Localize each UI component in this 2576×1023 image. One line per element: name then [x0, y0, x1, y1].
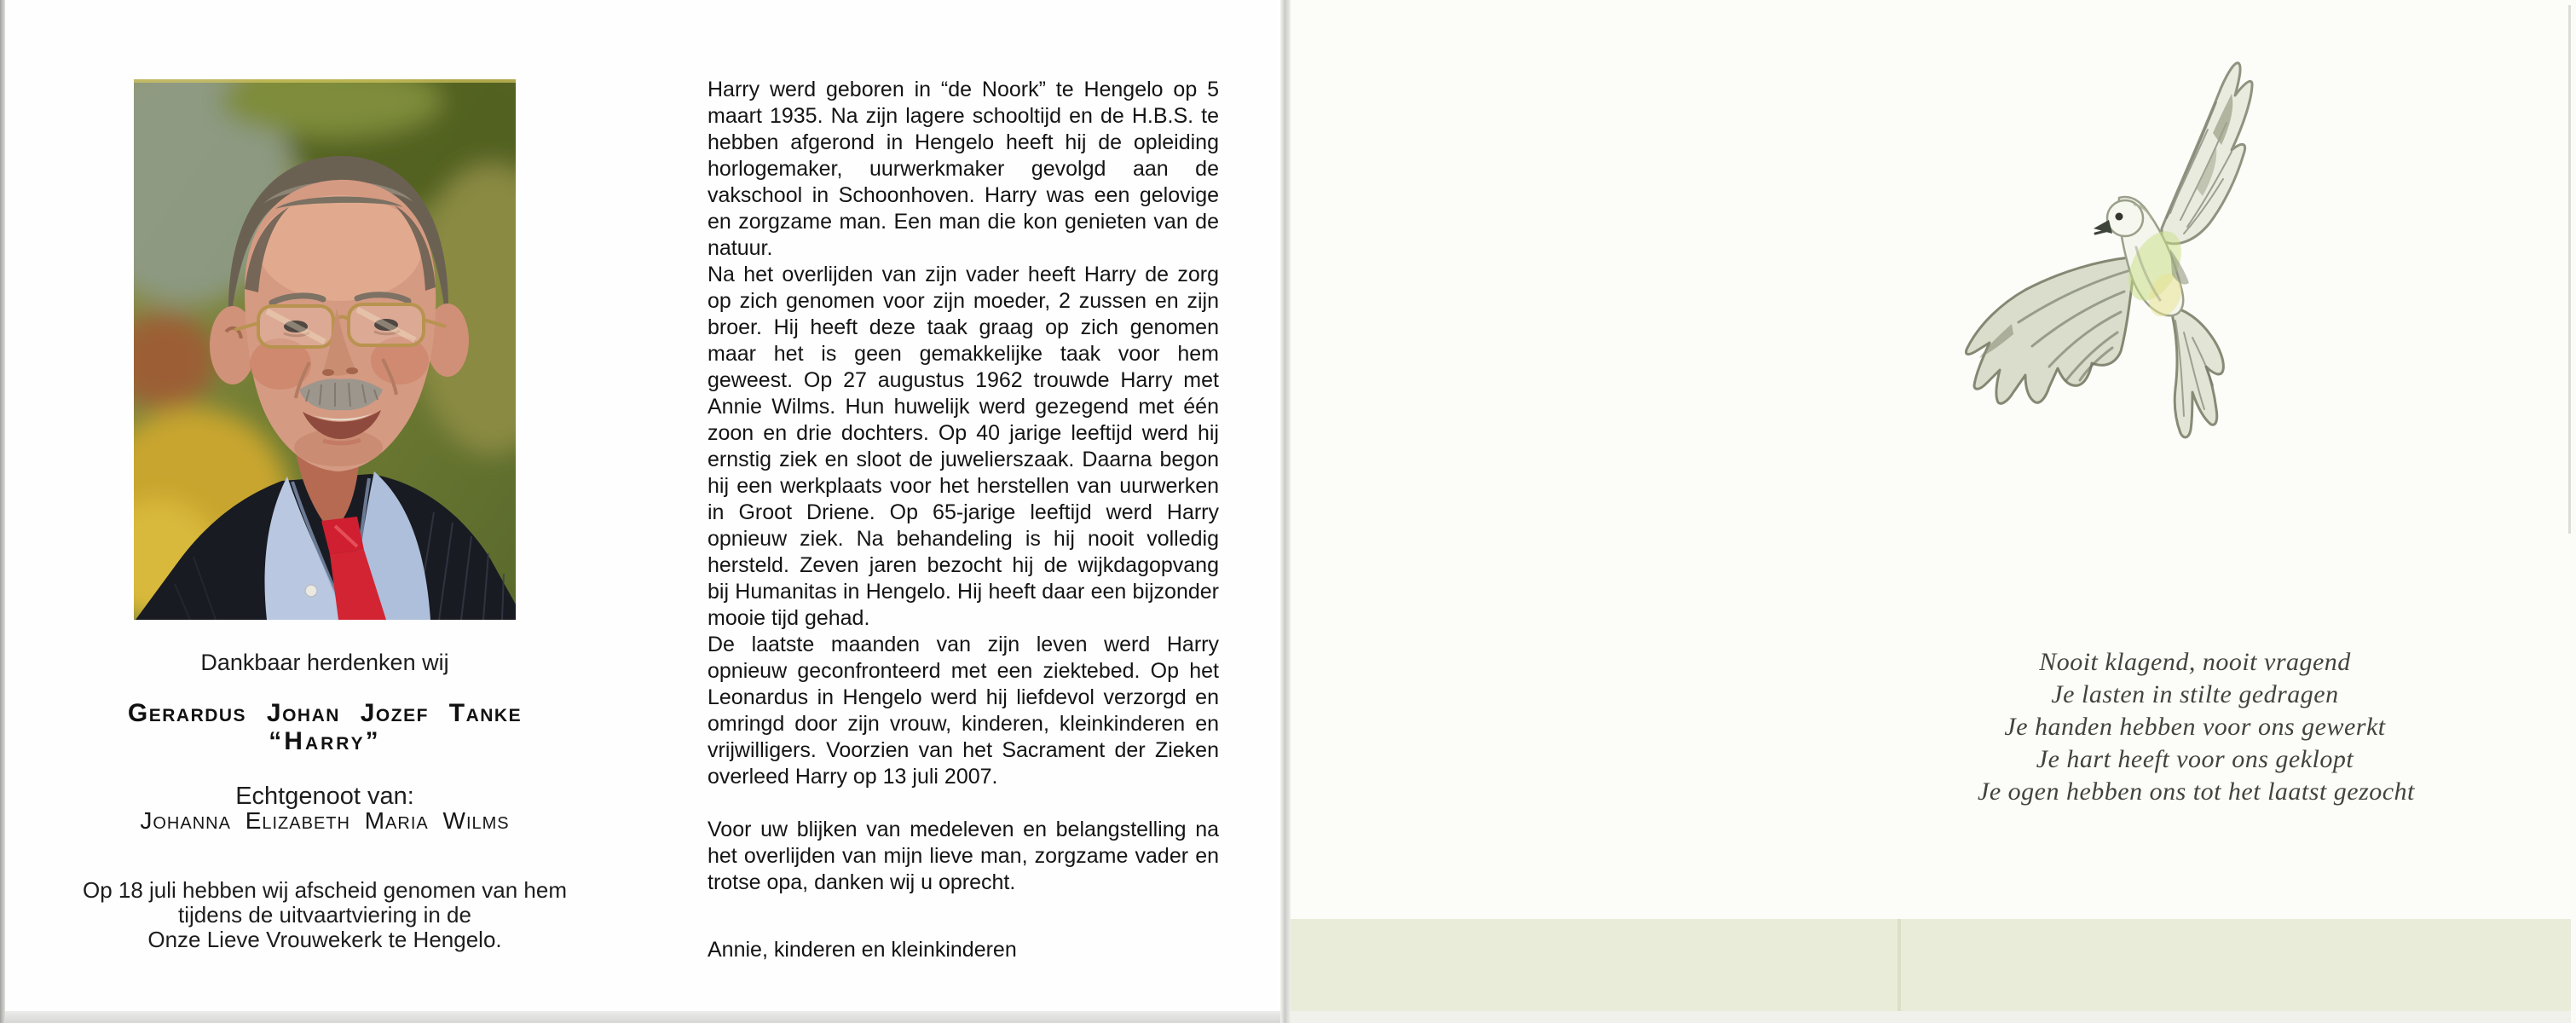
biography-paragraph-2: Na het overlijden van zijn vader heeft Harry de zorg op zich genomen voor zijn moeder, 2 zussen en zijn broer. Hij heeft deze taak graag op zich genomen maar het is geen gemakkelijke taak voor hem geweest. Op 27 augustus 1962 trouwde Harry met Annie Wilms. Hun huwelijk werd gezegend met één zoon en drie dochters. Op 40 jarige leeftijd werd hij ernstig ziek en sloot de juwelierszaak. Daarna begon hij een werkplaats voor het herstellen van uurwerken in Groot Driene. Op 65-jarige leeftijd werd Harry opnieuw ziek. Na behandeling is hij nooit volledig hersteld. Zeven jaren bezocht hij de wijkdagopvang bij Humanitas in Hengelo. Hij heeft daar een bijzonder mooie tijd gehad. — [708, 263, 1219, 630]
portrait-photo-svg — [134, 79, 516, 620]
biography-paragraph-3: De laatste maanden van zijn leven werd Harry opnieuw geconfronteerd met een ziektebed. Op het Leonardus in Hengelo werd hij liefdevol verzorgd en omringd door zijn vrouw, kinderen, kleinkinderen en vrijwilligers. Voorzien van het Sacrament der Zieken overleed Harry op 13 juli 2007. — [708, 633, 1219, 789]
poem-line-1: Nooit klagend, nooit vragend — [2039, 648, 2351, 676]
farewell-line-3: Onze Lieve Vrouwekerk te Hengelo. — [147, 927, 502, 952]
farewell-text — [31, 878, 619, 952]
biography-column — [708, 77, 1219, 963]
poem-line-4: Je hart heeft voor ons geklopt — [2036, 745, 2354, 773]
right-page-edge-line — [2568, 5, 2571, 534]
poem-line-2: Je lasten in stilte gedragen — [2051, 680, 2339, 708]
memorial-caption: Dankbaar herdenken wij — [200, 650, 449, 675]
farewell-line-2: tijdens de uitvaartviering in de — [178, 902, 471, 928]
left-page-bottom-shadow — [5, 1011, 1282, 1023]
deceased-nickname: “Harry” — [269, 727, 381, 755]
card-right-page — [1291, 0, 2571, 1023]
page-fold — [1280, 0, 1291, 1023]
spouse-name: Johanna Elizabeth Maria Wilms — [140, 807, 510, 834]
poem-line-3: Je handen hebben voor ons gewerkt — [2004, 713, 2386, 741]
portrait-photo — [134, 79, 516, 620]
farewell-line-1: Op 18 juli hebben wij afscheid genomen van hem — [82, 877, 568, 903]
dove-illustration — [1961, 51, 2276, 448]
spouse-label: Echtgenoot van: — [235, 783, 414, 810]
biography-paragraph-1: Harry werd geboren in “de Noork” te Hengelo op 5 maart 1935. Na zijn lagere schooltijd en de H.B.S. te hebben afgerond in Hengelo heeft hij de opleiding horlogemaker, uurwerkmaker gevolgd aan de vakschool in Schoonhoven. Harry was een gelovige en zorgzame man. Een man die kon genieten van de natuur. — [708, 78, 1219, 260]
dove-sketch-svg — [1961, 51, 2276, 448]
right-page-green-band — [1291, 919, 2571, 1011]
deceased-name: Gerardus Johan Jozef Tanke — [127, 699, 523, 727]
memorial-poem — [1978, 646, 2415, 808]
right-page-bottom-strip — [1291, 1011, 2571, 1023]
green-band-crease — [1897, 919, 1901, 1011]
poem-line-5: Je ogen hebben ons tot het laatst gezocht — [1978, 777, 2415, 806]
signature-line: Annie, kinderen en kleinkinderen — [708, 938, 1017, 962]
thanks-paragraph: Voor uw blijken van medeleven en belangstelling na het overlijden van mijn lieve man, zorgzame vader en trotse opa, danken wij u oprecht. — [708, 818, 1219, 894]
